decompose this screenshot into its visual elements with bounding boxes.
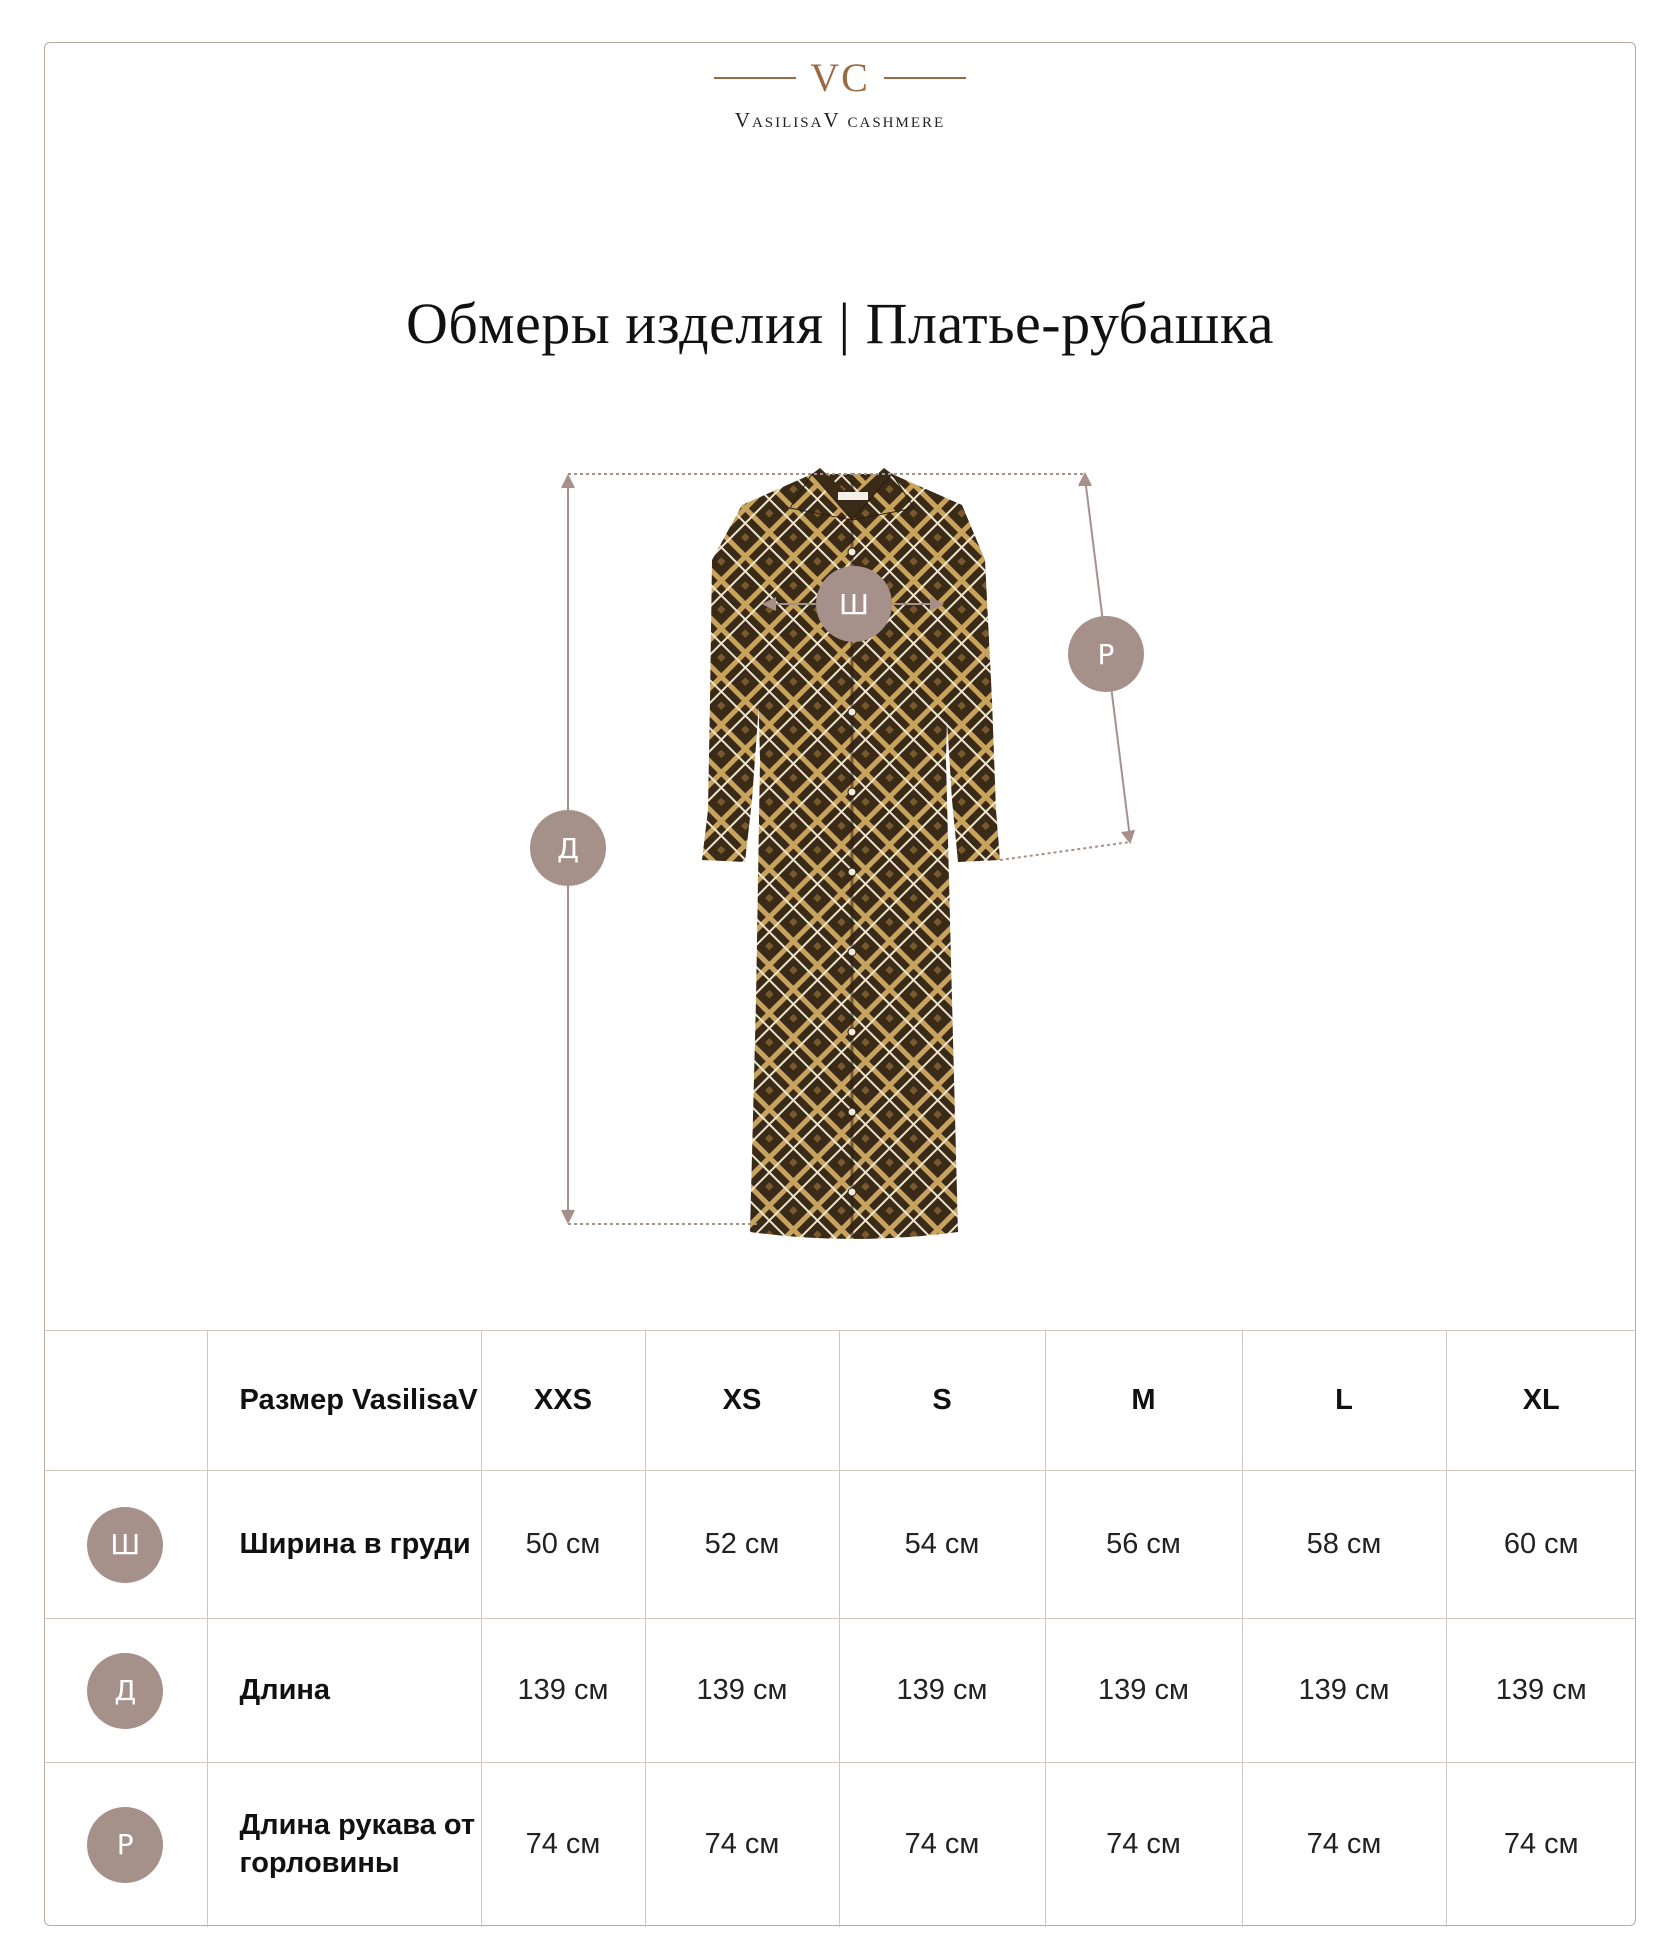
table-cell: 139 см [645, 1619, 839, 1763]
width-marker-badge: Ш [816, 566, 892, 642]
table-header-row [44, 1331, 1636, 1471]
table-row [44, 1763, 1636, 1927]
table-row [44, 1619, 1636, 1763]
length-row-badge: Д [87, 1653, 163, 1729]
table-cell: 74 см [839, 1763, 1045, 1927]
table-cell: 54 см [839, 1471, 1045, 1619]
row-marker-cell [44, 1471, 207, 1619]
table-cell: 74 см [1242, 1763, 1446, 1927]
table-cell: 74 см [481, 1763, 645, 1927]
sleeve-marker-badge: Р [1068, 616, 1144, 692]
row-marker-cell [44, 1619, 207, 1763]
row-marker-cell [44, 1763, 207, 1927]
table-cell: 74 см [645, 1763, 839, 1927]
table-cell: 74 см [1446, 1763, 1636, 1927]
length-marker-badge: Д [530, 810, 606, 886]
table-cell: 139 см [1045, 1619, 1242, 1763]
table-cell: 139 см [481, 1619, 645, 1763]
brand-name: VasilisaV cashmere [734, 108, 946, 132]
size-header-m: M [1045, 1331, 1242, 1471]
row-label: Ширина в груди [207, 1471, 481, 1619]
table-cell: 52 см [645, 1471, 839, 1619]
size-chart-table [44, 1330, 1636, 1927]
size-header-label: Размер VasilisaV [207, 1331, 481, 1471]
table-cell: 139 см [1242, 1619, 1446, 1763]
table-corner-cell [44, 1331, 207, 1471]
row-label: Длина [207, 1619, 481, 1763]
table-cell: 56 см [1045, 1471, 1242, 1619]
size-header-s: S [839, 1331, 1045, 1471]
size-header-xs: XS [645, 1331, 839, 1471]
size-header-xl: XL [1446, 1331, 1636, 1471]
size-header-xxs: XXS [481, 1331, 645, 1471]
table-cell: 60 см [1446, 1471, 1636, 1619]
row-label: Длина рукава от горловины [207, 1763, 481, 1927]
table-cell: 139 см [1446, 1619, 1636, 1763]
width-row-badge: Ш [87, 1507, 163, 1583]
table-row [44, 1471, 1636, 1619]
table-cell: 139 см [839, 1619, 1045, 1763]
table-cell: 74 см [1045, 1763, 1242, 1927]
table-cell: 58 см [1242, 1471, 1446, 1619]
monogram-text: VC [810, 55, 870, 100]
size-header-l: L [1242, 1331, 1446, 1471]
page-title: Обмеры изделия | Платье-рубашка [405, 291, 1275, 356]
table-cell: 50 см [481, 1471, 645, 1619]
sleeve-row-badge: Р [87, 1807, 163, 1883]
